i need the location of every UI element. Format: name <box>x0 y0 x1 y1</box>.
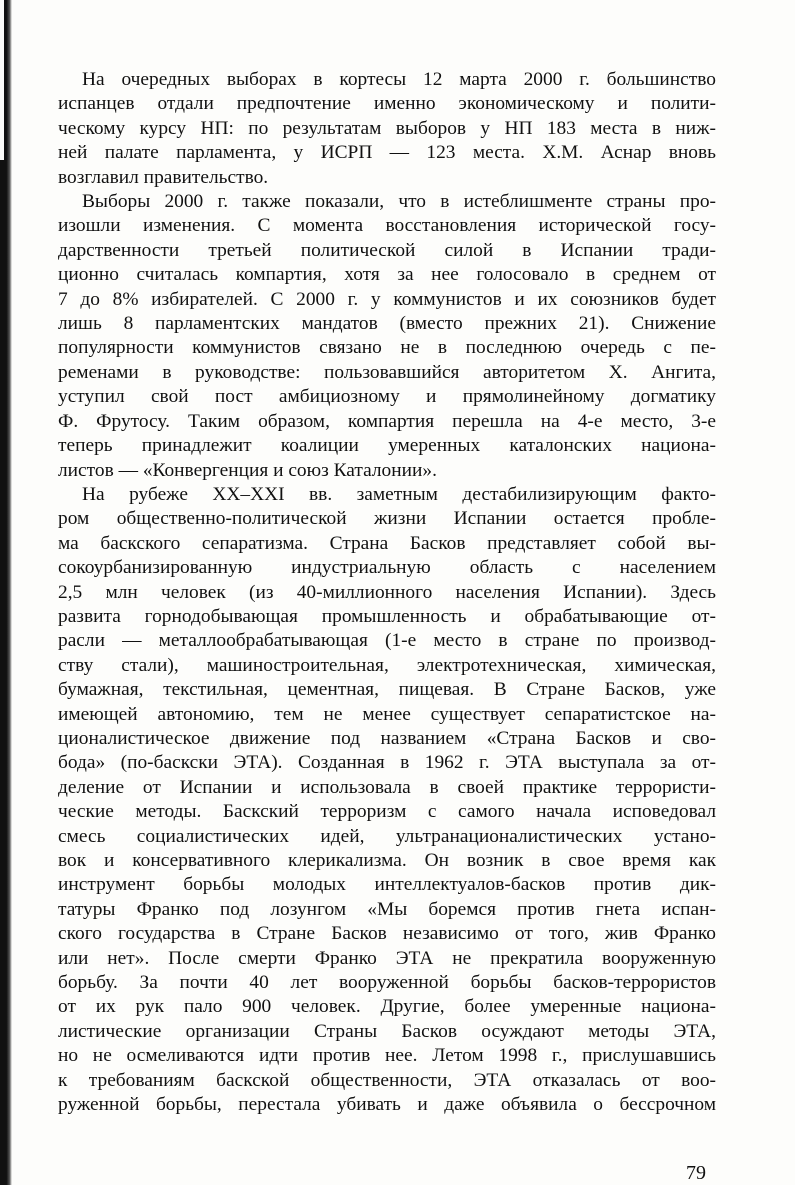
text-line: смесь социалистических идей, ультранационалистических устано- <box>58 825 716 847</box>
text-line: от их рук пало 900 человек. Другие, более умеренные национа- <box>58 996 716 1018</box>
text-line: ром общественно-политической жизни Испании остается пробле- <box>58 508 716 530</box>
text-line: ма баскского сепаратизма. Страна Басков представляет собой вы- <box>58 532 716 554</box>
text-line: На рубеже XX–XXI вв. заметным дестабилизирующим факто- <box>82 483 716 505</box>
text-line: Ф. Фрутосу. Таким образом, компартия перешла на 4-е место, 3-е <box>58 410 716 432</box>
text-line: руженной борьбы, перестала убивать и даже объявила о бессрочном <box>58 1094 716 1116</box>
text-line: или нет». После смерти Франко ЭТА не прекратила вооруженную <box>58 947 716 969</box>
text-line: лишь 8 парламентских мандатов (вместо прежних 21). Снижение <box>58 313 716 335</box>
text-line: бумажная, текстильная, цементная, пищевая. В Стране Басков, уже <box>58 679 716 701</box>
text-line: ней палате парламента, у ИСРП — 123 места. Х.М. Аснар вновь <box>58 142 716 164</box>
text-line: популярности коммунистов связано не в последнюю очередь с пе- <box>58 337 716 359</box>
paragraph-1 <box>58 68 716 190</box>
text-line: испанцев отдали предпочтение именно экономическому и полити- <box>58 93 716 115</box>
text-line: уступил свой пост амбициозному и прямолинейному догматику <box>58 386 716 408</box>
text-line: дарственности третьей политической силой в Испании тради- <box>58 239 716 261</box>
text-line: теперь принадлежит коалиции умеренных каталонских национа- <box>58 435 716 457</box>
text-line: листов — «Конвергенция и союз Каталонии». <box>58 459 437 481</box>
paragraph-3 <box>58 483 716 1118</box>
text-line: сокоурбанизированную индустриальную область с населением <box>58 557 716 579</box>
text-line: ционно считалась компартия, хотя за нее голосовало в среднем от <box>58 264 716 286</box>
text-line: но не осмеливаются идти против нее. Летом 1998 г., прислушавшись <box>58 1045 716 1067</box>
text-line: инструмент борьбы молодых интеллектуалов-басков против дик- <box>58 874 716 896</box>
text-line: ческие методы. Баскский терроризм с самого начала исповедовал <box>58 801 716 823</box>
text-line: возглавил правительство. <box>58 166 269 188</box>
text-line: изошли изменения. С момента восстановления исторической госу- <box>58 215 716 237</box>
text-line: бода» (по-баскски ЭТА). Созданная в 1962 г. ЭТА выступала за от- <box>58 752 716 774</box>
page-edge-shadow <box>0 0 12 1185</box>
text-line: вок и консервативного клерикализма. Он возник в свое время как <box>58 850 716 871</box>
page-edge-highlight <box>0 0 4 160</box>
page-number: 79 <box>686 1162 706 1184</box>
text-line: деление от Испании и использовала в своей практике террористи- <box>58 776 716 798</box>
text-line: 7 до 8% избирателей. С 2000 г. у коммунистов и их союзников будет <box>58 288 716 310</box>
text-line: борьбу. За почти 40 лет вооруженной борьбы басков-террористов <box>58 972 716 994</box>
text-line: ского государства в Стране Басков независимо от того, жив Франко <box>58 923 716 945</box>
text-line: На очередных выборах в кортесы 12 марта 2000 г. большинство <box>82 69 716 90</box>
text-line: расли — металлообрабатывающая (1-е место в стране по производ- <box>58 630 716 652</box>
body-text <box>58 68 716 1117</box>
text-line: развита горнодобывающая промышленность и обрабатывающие от- <box>58 605 716 627</box>
text-line: ческому курсу НП: по результатам выборов у НП 183 места в ниж- <box>58 117 716 139</box>
text-line: ству стали), машиностроительная, электротехническая, химическая, <box>58 654 716 676</box>
text-line: 2,5 млн человек (из 40-миллионного населения Испании). Здесь <box>58 581 716 603</box>
text-line: ционалистическое движение под названием «Страна Басков и сво- <box>58 727 716 749</box>
text-line: листические организации Страны Басков осуждают методы ЭТА, <box>58 1020 716 1042</box>
text-line: к требованиям баскской общественности, ЭТА отказалась от воо- <box>58 1069 716 1091</box>
paragraph-2 <box>58 190 716 483</box>
text-line: ременами в руководстве: пользовавшийся авторитетом Х. Ангита, <box>58 361 716 383</box>
text-line: татуры Франко под лозунгом «Мы боремся против гнета испан- <box>58 898 716 920</box>
text-line: Выборы 2000 г. также показали, что в истеблишменте страны про- <box>82 191 716 213</box>
text-line: имеющей автономию, тем не менее существует сепаратистское на- <box>58 703 716 725</box>
